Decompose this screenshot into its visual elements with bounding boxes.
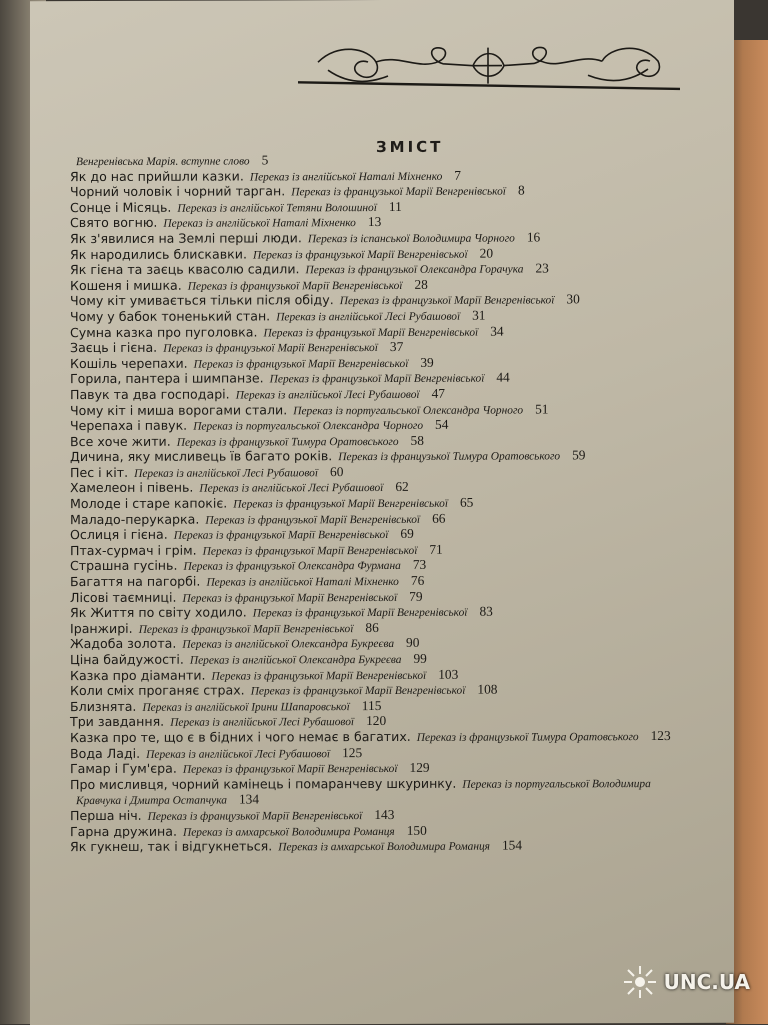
toc-entry-translator: Переказ із французької Марії Венгренівської bbox=[252, 248, 468, 262]
toc-entry-page: 54 bbox=[435, 416, 449, 432]
toc-entry-page: 150 bbox=[406, 822, 427, 838]
toc-entry-translator: Переказ із французької Марії Венгренівської bbox=[138, 622, 354, 636]
toc-entry-title: Ослиця і гієна. bbox=[70, 526, 168, 543]
table-of-contents bbox=[70, 151, 734, 855]
toc-entry-title: Гамар і Гум'єра. bbox=[70, 760, 177, 777]
toc-entry-title: Чому у бабок тоненький стан. bbox=[70, 308, 271, 325]
toc-entry-title: Чорний чоловік і чорний тарган. bbox=[70, 183, 286, 200]
toc-entry-title: Сумна казка про пуголовка. bbox=[70, 323, 258, 340]
toc-entry-translator: Переказ із англійської Тетяни Волошиної bbox=[177, 201, 377, 215]
toc-entry-title: Як до нас прийшли казки. bbox=[70, 168, 244, 184]
toc-entry-page: 125 bbox=[342, 744, 363, 760]
toc-entry-translator: Переказ із французької Тимура Оратовського bbox=[176, 435, 399, 449]
toc-entry-title: Чому кіт і миша ворогами стали. bbox=[70, 401, 288, 418]
toc-entry-translator: Венгренівська Марія. вступне слово bbox=[76, 155, 250, 169]
toc-entry-page: 23 bbox=[535, 260, 549, 276]
watermark bbox=[622, 964, 750, 1000]
toc-entry-title: Пес і кіт. bbox=[70, 464, 129, 480]
toc-entry-title: Казка про те, що є в бідних і чого немає в багатих. bbox=[70, 728, 411, 746]
toc-entry-translator: Переказ із французької Марії Венгренівської bbox=[250, 684, 466, 698]
toc-entry-translator: Переказ із іспанської Володимира Чорного bbox=[307, 232, 515, 246]
toc-entry-title: Як з'явилися на Землі перші люди. bbox=[70, 230, 302, 247]
toc-entry-page: 13 bbox=[367, 214, 382, 230]
toc-entry-title: Все хоче жити. bbox=[70, 433, 171, 449]
toc-entry-translator: Переказ із португальської Володимира bbox=[462, 777, 651, 791]
toc-entry-translator: Переказ із французької Марії Венгренівської bbox=[252, 606, 468, 620]
toc-entry-title: Три завдання. bbox=[70, 714, 165, 730]
toc-entry-translator: Переказ із португальської Олександра Чорного bbox=[293, 404, 524, 417]
toc-entry-title: Кошеня і мишка. bbox=[70, 277, 182, 293]
toc-entry-page: 34 bbox=[490, 323, 504, 339]
toc-entry-page: 39 bbox=[420, 354, 434, 370]
toc-entry-title: Молоде і старе капокіє. bbox=[70, 495, 228, 512]
toc-entry-title: Заєць і гієна. bbox=[70, 339, 158, 356]
toc-entry-page: 154 bbox=[501, 837, 523, 853]
toc-entry-title: Як народились блискавки. bbox=[70, 246, 247, 262]
toc-entry-translator: Переказ із англійської Олександра Букреєва bbox=[182, 638, 395, 652]
toc-entry-page: 60 bbox=[330, 464, 344, 480]
toc-entry-page: 90 bbox=[406, 635, 420, 651]
toc-entry-title: Маладо-перукарка. bbox=[70, 511, 200, 527]
toc-entry-translator: Переказ із французької Марії Венгренівської bbox=[187, 279, 403, 293]
toc-entry-translator: Переказ із англійської Лесі Рубашової bbox=[199, 482, 384, 496]
toc-entry-page: 11 bbox=[388, 198, 402, 214]
toc-entry-page: 7 bbox=[454, 167, 461, 183]
toc-entry-page: 65 bbox=[459, 494, 474, 510]
toc-entry-translator: Переказ із французької Марії Венгренівської bbox=[163, 342, 378, 355]
toc-entry-translator: Переказ із французької Марії Венгренівської bbox=[269, 372, 485, 386]
toc-entry-title: Перша ніч. bbox=[70, 807, 142, 824]
toc-entry-page: 66 bbox=[432, 510, 446, 526]
toc-entry-translator: Переказ із англійської Наталі Міхненко bbox=[249, 170, 443, 184]
toc-entry-translator: Переказ із французької Марії Венгренівської bbox=[263, 326, 479, 339]
toc-entry-title: Багаття на пагорбі. bbox=[70, 573, 201, 590]
toc-entry-translator: Переказ із французької Марії Венгренівської bbox=[291, 185, 506, 199]
toc-entry-title: Лісові таємниці. bbox=[70, 589, 177, 605]
toc-entry-page: 108 bbox=[477, 681, 498, 697]
toc-entry-translator: Переказ із французької Марії Венгренівської bbox=[202, 544, 418, 558]
toc-entry-translator: Переказ із англійської Лесі Рубашової bbox=[235, 388, 420, 402]
toc-entry-page: 86 bbox=[365, 619, 379, 635]
toc-entry-page: 5 bbox=[261, 152, 269, 168]
toc-entry-translator: Переказ із англійської Лесі Рубашової bbox=[134, 467, 318, 480]
toc-entry-page: 129 bbox=[409, 759, 430, 776]
toc-entry-page: 30 bbox=[566, 291, 580, 307]
toc-entry-page: 16 bbox=[526, 229, 541, 245]
toc-entry-translator: Переказ із англійської Наталі Міхненко bbox=[163, 217, 356, 231]
toc-entry-title: Птах-сурмач і грім. bbox=[70, 542, 197, 558]
toc-entry-translator: Переказ із французької Марії Венгренівської bbox=[193, 357, 409, 371]
toc-entry-page: 79 bbox=[409, 588, 423, 604]
toc-entry-title: Як гієна та заєць квасолю садили. bbox=[70, 261, 300, 278]
toc-entry-translator: Переказ із амхарської Володимира Романця bbox=[278, 840, 490, 854]
toc-entry-title: Чому кіт умивається тільки після обіду. bbox=[70, 292, 334, 309]
toc-entry-title: Дичина, яку мисливець їв багато років. bbox=[70, 448, 333, 465]
toc-entry-title: Близнята. bbox=[70, 698, 137, 714]
toc-entry-title: Гарна дружина. bbox=[70, 823, 177, 839]
toc-entry-translator: Переказ із англійської Лесі Рубашової bbox=[170, 716, 355, 730]
toc-entry-translator: Переказ із амхарської Володимира Романця bbox=[183, 825, 395, 839]
toc-entry-page: 20 bbox=[479, 245, 494, 261]
toc-entry-title: Свято вогню. bbox=[70, 215, 158, 231]
toc-entry-title: Страшна гусінь. bbox=[70, 558, 178, 574]
toc-entry-page: 37 bbox=[389, 339, 404, 355]
toc-entry-page: 44 bbox=[496, 369, 510, 385]
sunburst-logo-icon bbox=[622, 964, 658, 1000]
decorative-ornament bbox=[298, 39, 680, 96]
toc-entry-page: 58 bbox=[410, 432, 424, 448]
toc-entry-title: Хамелеон і півень. bbox=[70, 480, 194, 496]
toc-entry-translator: Переказ із французької Марії Венгренівської bbox=[233, 497, 448, 511]
toc-entry-page: 115 bbox=[361, 697, 382, 713]
toc-entry-title: Про мисливця, чорний камінець і помаранчеву шкуринку. bbox=[70, 775, 457, 792]
toc-entry-title: Як гукнеш, так і відгукнеться. bbox=[70, 838, 273, 855]
toc-entry-page: 31 bbox=[472, 307, 486, 323]
toc-entry-translator: Переказ із французької Марії Венгренівської bbox=[205, 513, 421, 527]
toc-entry-page: 120 bbox=[366, 713, 387, 729]
toc-entry-translator: Переказ із французької Марії Венгренівської bbox=[147, 810, 363, 823]
toc-entry-translator: Переказ із португальської Олександра Чорного bbox=[193, 419, 424, 433]
toc-entry-title: Сонце і Місяць. bbox=[70, 199, 172, 215]
toc-entry-title: Черепаха і павук. bbox=[70, 417, 188, 434]
toc-entry-page: 62 bbox=[395, 479, 409, 495]
toc-entry-page: 134 bbox=[238, 791, 260, 807]
toc-entry-translator: Кравчука і Дмитра Остапчука bbox=[76, 794, 227, 808]
toc-entry-translator: Переказ із французької Марії Венгренівської bbox=[211, 669, 427, 683]
toc-entry-page: 51 bbox=[535, 400, 549, 416]
toc-entry-page: 47 bbox=[431, 385, 445, 401]
toc-entry-page: 76 bbox=[410, 572, 425, 588]
toc-entry-translator: Переказ із французької Олександра Горачука bbox=[305, 263, 524, 277]
page-title: ЗМІСТ bbox=[376, 137, 444, 157]
toc-entry-page: 103 bbox=[438, 666, 459, 682]
toc-entry-translator: Переказ із англійської Олександра Букреєва bbox=[189, 653, 402, 667]
toc-entry-title: Вода Ладі. bbox=[70, 745, 141, 761]
toc-entry-page: 69 bbox=[400, 526, 414, 542]
toc-entry bbox=[70, 775, 734, 793]
toc-entry-page: 28 bbox=[414, 276, 428, 292]
toc-entry-title: Горила, пантера і шимпанзе. bbox=[70, 370, 264, 387]
toc-entry-translator: Переказ із французької Марії Венгренівської bbox=[182, 763, 398, 776]
toc-entry-translator: Переказ із англійської Ірини Шапаровської bbox=[142, 700, 350, 714]
toc-entry-page: 143 bbox=[374, 806, 395, 822]
toc-entry-title: Жадоба золота. bbox=[70, 636, 177, 652]
book-page bbox=[30, 0, 734, 1025]
toc-entry-translator: Переказ із французької Тимура Оратовського bbox=[416, 731, 639, 744]
toc-entry-title: Павук та два господарі. bbox=[70, 386, 230, 402]
toc-entry-page: 123 bbox=[650, 727, 671, 744]
toc-entry-translator: Переказ із французької Марії Венгренівської bbox=[339, 294, 555, 308]
toc-entry-title: Як Життя по світу ходило. bbox=[70, 604, 247, 621]
toc-entry-translator: Переказ із французької Олександра Фурмана bbox=[183, 560, 401, 574]
toc-entry-translator: Переказ із англійської Лесі Рубашової bbox=[146, 747, 331, 761]
toc-entry-translator: Переказ із французької Марії Венгренівської bbox=[173, 529, 389, 542]
toc-entry-title: Кошіль черепахи. bbox=[70, 355, 188, 371]
watermark-text: UNC.UA bbox=[663, 970, 750, 994]
toc-entry-title: Іранжирі. bbox=[70, 620, 133, 636]
toc-entry-translator: Переказ із англійської Лесі Рубашової bbox=[276, 310, 461, 324]
toc-entry-translator: Переказ із французької Тимура Оратовського bbox=[338, 450, 561, 464]
toc-entry-title: Коли сміх проганяє страх. bbox=[70, 682, 245, 699]
toc-entry-title: Ціна байдужості. bbox=[70, 651, 184, 668]
toc-entry-title: Казка про діаманти. bbox=[70, 667, 206, 683]
toc-entry bbox=[70, 837, 734, 855]
toc-entry-page: 59 bbox=[572, 447, 586, 463]
toc-entry bbox=[70, 728, 734, 746]
toc-entry-translator: Переказ із французької Марії Венгренівської bbox=[182, 591, 398, 605]
toc-entry-page: 8 bbox=[517, 182, 525, 198]
toc-entry-page: 83 bbox=[479, 603, 493, 619]
toc-entry-translator: Переказ із англійської Наталі Міхненко bbox=[206, 575, 399, 589]
toc-entry-page: 99 bbox=[413, 650, 427, 666]
toc-entry-page: 73 bbox=[412, 557, 427, 573]
toc-entry-page: 71 bbox=[429, 541, 443, 557]
